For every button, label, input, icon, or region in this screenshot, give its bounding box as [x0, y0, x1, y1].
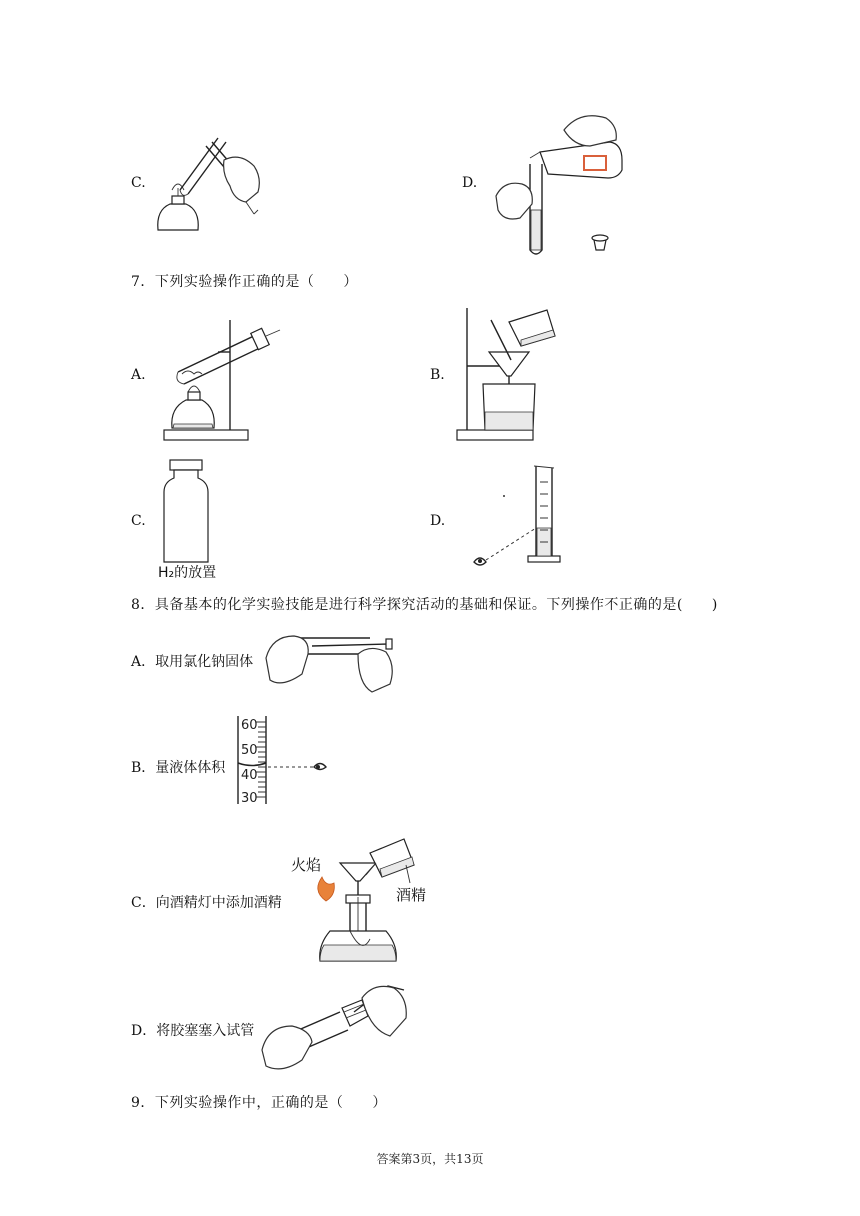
q7-option-c-figure	[160, 458, 215, 563]
q8-option-a-figure	[262, 624, 402, 694]
q7-option-c-label: C.	[131, 513, 146, 529]
cylinder-tick-30: 30	[241, 791, 258, 806]
q7-bottle-caption: H₂的放置	[158, 565, 217, 581]
q8-option-b-figure	[232, 714, 332, 806]
q8-option-c-figure	[300, 835, 425, 967]
q8-option-b: B．量液体体积	[131, 760, 226, 776]
q8-option-d-figure	[258, 976, 418, 1076]
q6-option-c-figure	[150, 130, 270, 240]
q7-option-d-figure	[470, 462, 580, 580]
flame-label: 火焰	[291, 856, 322, 874]
eye-icon	[314, 764, 326, 770]
q7-option-a-label: A.	[131, 367, 146, 383]
q6-option-d-label: D.	[462, 175, 478, 191]
q7-option-b-figure	[455, 300, 565, 442]
q8-option-d: D．将胶塞塞入试管	[131, 1023, 255, 1039]
cylinder-tick-40: 40	[241, 768, 258, 783]
alcohol-label: 酒精	[396, 886, 427, 904]
q8-option-c: C．向酒精灯中添加酒精	[131, 895, 282, 911]
q7-option-d-label: D.	[430, 513, 446, 529]
q7-option-b-label: B.	[430, 367, 445, 383]
cylinder-tick-60: 60	[241, 718, 258, 733]
q6-option-c-label: C.	[131, 175, 146, 191]
page-footer: 答案第3页，共13页	[376, 1152, 484, 1166]
q7-stem: 7．下列实验操作正确的是（ ）	[131, 274, 358, 290]
q6-option-d-figure	[490, 100, 640, 260]
cylinder-tick-50: 50	[241, 743, 258, 758]
q9-stem: 9．下列实验操作中，正确的是（ ）	[131, 1095, 387, 1111]
q8-option-a: A．取用氯化钠固体	[131, 654, 254, 670]
q8-stem: 8．具备基本的化学实验技能是进行科学探究活动的基础和保证。下列操作不正确的是( )	[131, 597, 718, 613]
q7-option-a-figure	[158, 312, 288, 447]
flame-icon	[318, 877, 335, 901]
